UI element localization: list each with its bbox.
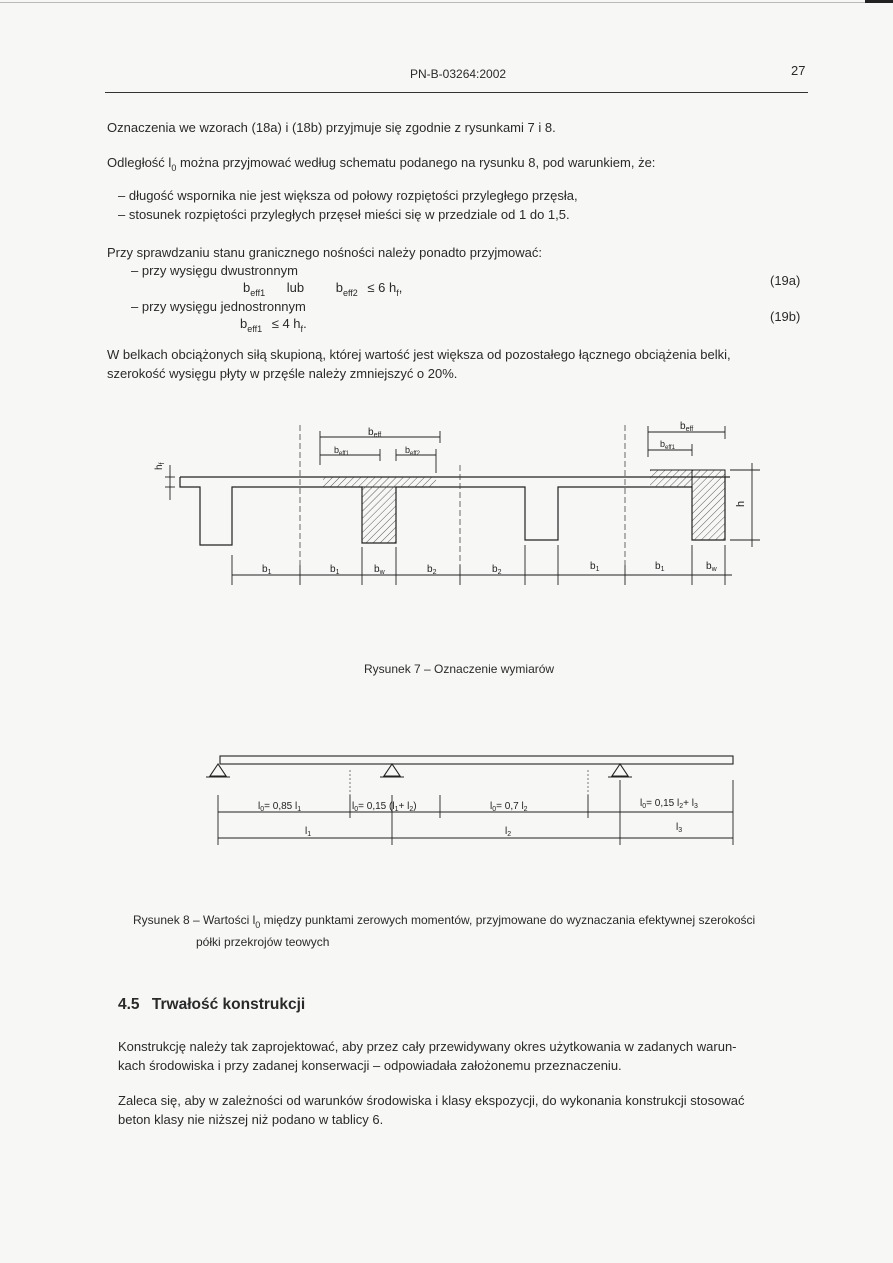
section-paragraph-1-l1: Konstrukcję należy tak zaprojektować, aby przez cały przewidywany okres użytkowania w zadanych warun- (118, 1039, 737, 1054)
case-double-sided: – przy wysięgu dwustronnym (131, 263, 298, 278)
page-number: 27 (791, 63, 806, 78)
fig8-caption-a: Rysunek 8 – Wartości l (133, 913, 256, 927)
label-b1-b: $b_1$ (330, 564, 340, 576)
label-bw-right: $b_w$ (706, 561, 717, 573)
label-b1-a: $b_1$ (262, 564, 272, 576)
label-l0-07: $l_0= 0,7$ $l_2$ (490, 801, 528, 813)
p2-sub: 0 (171, 163, 177, 173)
section-heading (118, 996, 305, 1014)
f1-s3: f (396, 288, 399, 298)
label-l3: $l_3$ (676, 822, 683, 834)
f1-b1: b (243, 280, 251, 295)
figure-7-t-beam-dimensions (140, 415, 770, 600)
bullet-span-ratio: – stosunek rozpiętości przyległych przęseł mieści się w przedziale od 1 do 1,5. (118, 207, 570, 222)
f1-or: lub (286, 280, 305, 295)
formula-19a-label: (19a) (770, 273, 801, 288)
label-hf: $h_f$ (154, 462, 166, 470)
label-l2: $l_2$ (505, 826, 512, 838)
f1-end: , (398, 280, 403, 295)
label-b1-c: $b_1$ (590, 561, 600, 573)
paragraph-limit-state: Przy sprawdzaniu stanu granicznego nośności należy ponadto przyjmować: (107, 245, 543, 260)
label-b1-d: $b_1$ (655, 561, 665, 573)
paragraph-notation: Oznaczenia we wzorach (18a) i (18b) przyjmuje się zgodnie z rysunkami 7 i 8. (107, 120, 556, 135)
section-number: 4.5 (118, 996, 140, 1013)
figure-7-caption: Rysunek 7 – Oznaczenie wymiarów (364, 662, 555, 676)
f2-s2: f (300, 324, 304, 334)
label-b2-a: $b_2$ (427, 564, 437, 576)
f1-s1: eff1 (250, 288, 266, 298)
figure-8-caption-l2: półki przekrojów teowych (196, 935, 330, 949)
scan-top-rule (0, 2, 893, 3)
label-beff: $b_{eff}$ (368, 427, 382, 439)
p2-text-b: można przyjmować według schematu podanego na rysunku 8, pod warunkiem, że: (176, 155, 656, 170)
label-beff1-right: $b_{eff1}$ (660, 439, 675, 451)
label-l0-085: $l_0= 0,85$ $l_1$ (258, 801, 302, 813)
formula-19b (240, 315, 307, 334)
f2-rel: ≤ 4 h (271, 316, 301, 331)
paragraph-distance (107, 154, 655, 173)
label-beff2: $b_{eff2}$ (405, 445, 420, 457)
f2-b1: b (240, 316, 248, 331)
header-rule (105, 92, 808, 93)
label-beff1: $b_{eff1}$ (334, 445, 349, 457)
f1-b2: b (335, 280, 343, 295)
f2-end: . (303, 316, 307, 331)
case-single-sided: – przy wysięgu jednostronnym (131, 299, 306, 314)
f2-s1: eff1 (247, 324, 263, 334)
scan-corner-mark (865, 0, 893, 3)
standard-number: PN-B-03264:2002 (410, 67, 507, 81)
fig8-labels (258, 798, 698, 838)
f1-s2: eff2 (342, 288, 358, 298)
p2-text-a: Odległość l (107, 155, 172, 170)
f1-rel: ≤ 6 h (367, 280, 397, 295)
figure-8-zero-moment-spans (200, 750, 750, 850)
label-h: h (735, 500, 747, 507)
label-l0-015-l3: $l_0= 0,15$ $l_2+ l_3$ (640, 798, 698, 810)
bullet-cantilever: – długość wspornika nie jest większa od połowy rozpiętości przyległego przęsła, (118, 188, 578, 203)
label-bw: $b_w$ (374, 564, 385, 576)
fig7-bottom-labels (262, 561, 718, 576)
fig7-top-labels (334, 421, 693, 457)
section-paragraph-1-l2: kach środowiska i przy zadanej konserwacji – odpowiadała założonemu przeznaczeniu. (118, 1058, 622, 1073)
fig8-caption-sub: 0 (255, 920, 261, 930)
figure-8-caption-l1 (133, 912, 755, 930)
formula-19a (243, 279, 402, 298)
fig8-caption-b: między punktami zerowych momentów, przyjmowane do wyznaczania efektywnej szerokości (260, 913, 756, 927)
label-b2-b: $b_2$ (492, 564, 502, 576)
section-paragraph-2-l1: Zaleca się, aby w zależności od warunków środowiska i klasy ekspozycji, do wykonania konstrukcji stosować (118, 1093, 745, 1108)
formula-19b-label: (19b) (770, 309, 801, 324)
label-beff-right: $b_{eff}$ (680, 421, 694, 433)
section-title: Trwałość konstrukcji (151, 996, 306, 1013)
paragraph-point-load-l2: szerokość wysięgu płyty w przęśle należy zmniejszyć o 20%. (107, 366, 458, 381)
paragraph-point-load-l1: W belkach obciążonych siłą skupioną, której wartość jest większa od pozostałego łącznego obciążenia belki, (107, 347, 731, 362)
label-l0-015: $l_0= 0,15$ $(l_1+ l_2)$ (352, 801, 417, 813)
section-paragraph-2-l2: beton klasy nie niższej niż podano w tablicy 6. (118, 1112, 384, 1127)
label-l1: $l_1$ (305, 826, 312, 838)
